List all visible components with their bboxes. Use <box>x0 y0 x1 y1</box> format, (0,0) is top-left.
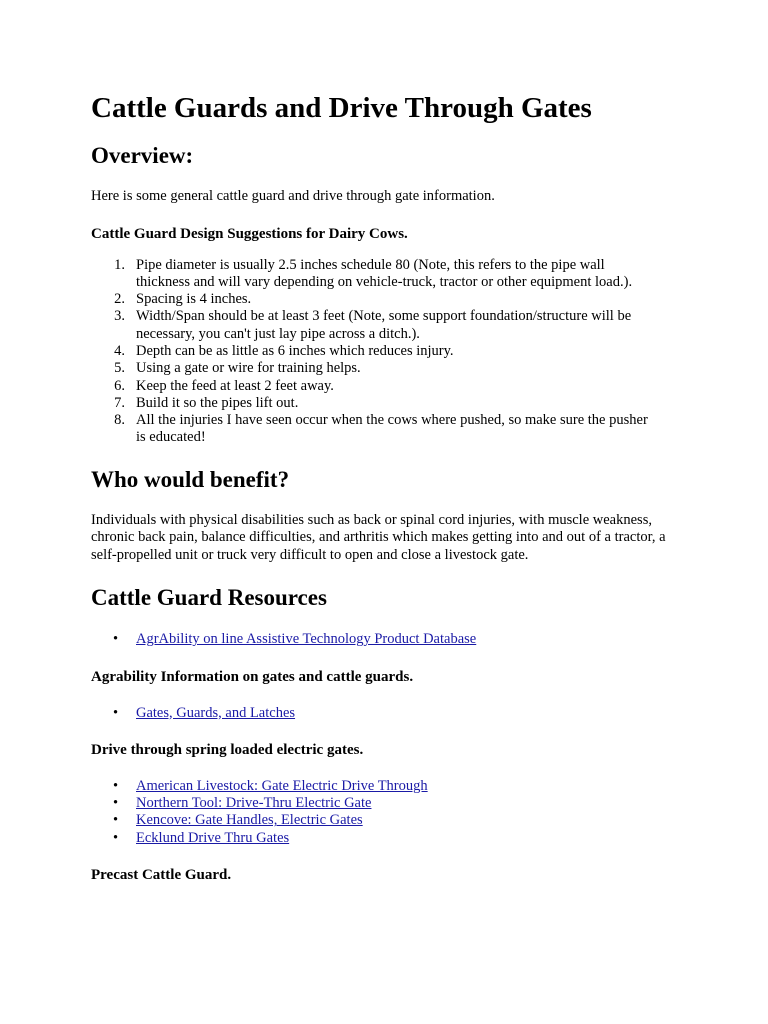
bullet: • <box>113 777 119 794</box>
design-heading: Cattle Guard Design Suggestions for Dairy Cows. <box>91 225 408 242</box>
bullet: • <box>113 704 119 721</box>
electric-gates-heading: Drive through spring loaded electric gates. <box>91 741 364 758</box>
list-number: 6. <box>114 377 125 394</box>
list-item-text: Using a gate or wire for training helps. <box>136 360 361 377</box>
northern-tool-link[interactable]: Northern Tool: Drive-Thru Electric Gate <box>136 795 372 812</box>
kencove-link[interactable]: Kencove: Gate Handles, Electric Gates <box>136 812 363 829</box>
bullet: • <box>113 631 119 648</box>
list-item <box>91 631 691 648</box>
list-item <box>91 705 691 722</box>
list-item <box>91 812 691 829</box>
agrability-heading: Agrability Information on gates and cattle guards. <box>91 668 414 685</box>
list-item-text: Keep the feed at least 2 feet away. <box>136 377 334 394</box>
list-number: 1. <box>114 256 125 273</box>
list-item <box>91 395 651 412</box>
list-item <box>91 378 651 395</box>
american-livestock-link[interactable]: American Livestock: Gate Electric Drive Through <box>136 777 428 794</box>
list-item <box>91 778 691 795</box>
list-item <box>91 308 651 343</box>
list-number: 4. <box>114 342 125 359</box>
bullet: • <box>113 829 119 846</box>
page-title: Cattle Guards and Drive Through Gates <box>91 92 592 124</box>
list-item-text: All the injuries I have seen occur when the cows where pushed, so make sure the pusher is educated! <box>136 412 648 446</box>
list-item-text: Spacing is 4 inches. <box>136 291 252 308</box>
agrability-database-link[interactable]: AgrAbility on line Assistive Technology Product Database <box>136 631 477 648</box>
list-number: 7. <box>114 394 125 411</box>
gates-guards-latches-link[interactable]: Gates, Guards, and Latches <box>136 704 296 721</box>
list-item <box>91 412 651 447</box>
list-number: 3. <box>114 308 125 325</box>
resources-heading: Cattle Guard Resources <box>91 585 327 611</box>
list-number: 2. <box>114 291 125 308</box>
list-item-text: Width/Span should be at least 3 feet (Note, some support foundation/structure will be necessary, you can't just lay pipe across a ditch.). <box>136 308 632 342</box>
intro-paragraph: Here is some general cattle guard and drive through gate information. <box>91 188 495 204</box>
list-item <box>91 830 691 847</box>
bullet: • <box>113 812 119 829</box>
design-suggestions-list <box>91 257 651 447</box>
bullet: • <box>113 795 119 812</box>
list-number: 8. <box>114 412 125 429</box>
list-item-text: Pipe diameter is usually 2.5 inches schedule 80 (Note, this refers to the pipe wall thickness and will vary depending on vehicle-truck, tractor or other equipment load.). <box>136 256 633 290</box>
list-item <box>91 360 651 377</box>
list-item <box>91 291 651 308</box>
resources-link-list <box>91 631 691 648</box>
benefit-paragraph: Individuals with physical disabilities such as back or spinal cord injuries, with muscle weakness, chronic back pain, balance difficulties, and arthritis which makes getting into and out of a tractor, a self-propelled unit or truck very difficult to open and close a livestock gate. <box>91 511 666 563</box>
document-content <box>91 88 691 884</box>
ecklund-link[interactable]: Ecklund Drive Thru Gates <box>136 829 290 846</box>
electric-gates-link-list <box>91 778 691 847</box>
benefit-heading: Who would benefit? <box>91 466 290 492</box>
precast-heading: Precast Cattle Guard. <box>91 867 232 884</box>
list-number: 5. <box>114 360 125 377</box>
agrability-link-list <box>91 705 691 722</box>
list-item-text: Depth can be as little as 6 inches which reduces injury. <box>136 342 454 359</box>
list-item <box>91 795 691 812</box>
overview-heading: Overview: <box>91 143 194 168</box>
list-item-text: Build it so the pipes lift out. <box>136 394 299 411</box>
list-item <box>91 257 651 292</box>
list-item <box>91 343 651 360</box>
